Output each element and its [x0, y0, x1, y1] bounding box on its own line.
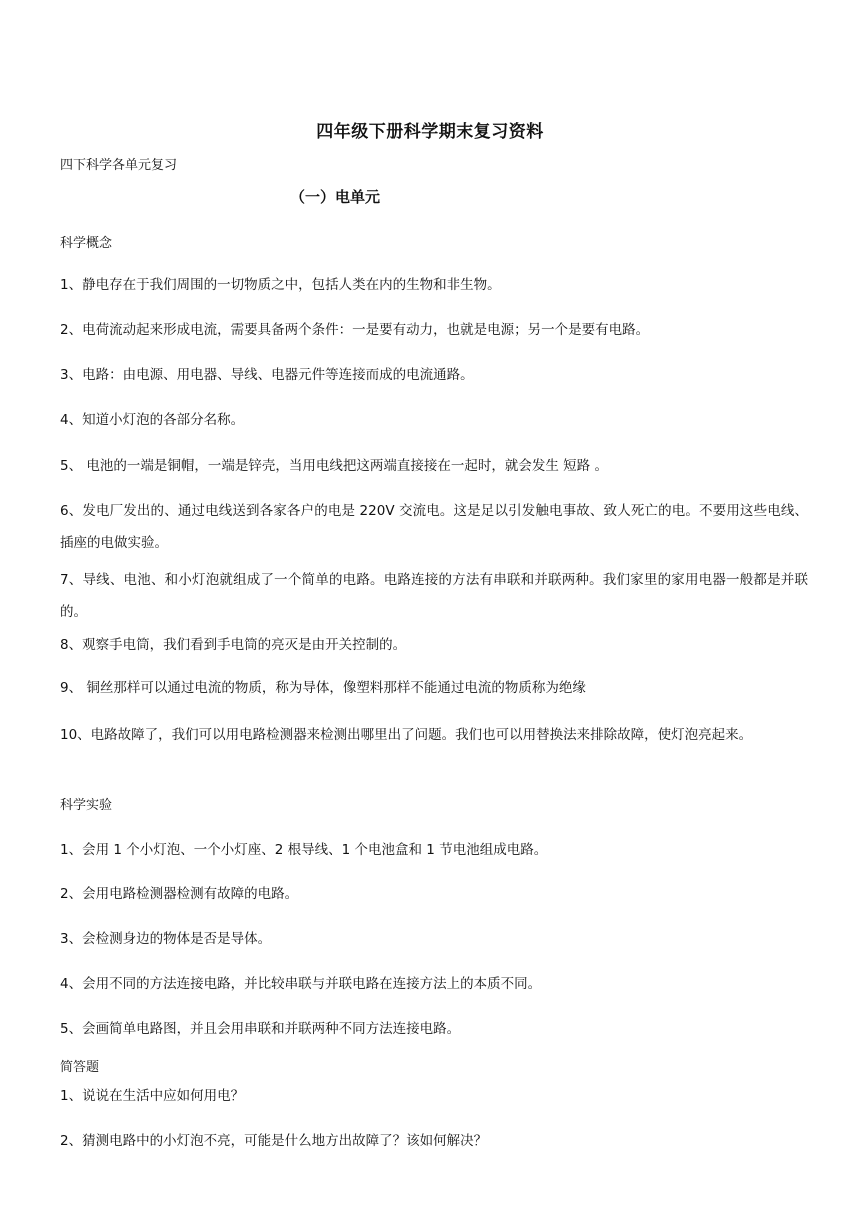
qa-item: 1、说说在生活中应如何用电？: [60, 1088, 245, 1104]
experiment-item: 5、会画简单电路图，并且会用串联和并联两种不同方法连接电路。: [60, 1021, 461, 1037]
experiments-heading: 科学实验: [60, 798, 113, 813]
concept-item: 6、发电厂发出的、通过电线送到各家各户的电是 220V 交流电。这是足以引发触电事故、致人死亡的电。不要用这些电线、插座的电做实验。: [60, 503, 808, 551]
concept-item: 1、静电存在于我们周围的一切物质之中，包括人类在内的生物和非生物。: [60, 277, 501, 293]
concept-item: 2、电荷流动起来形成电流，需要具备两个条件：一是要有动力，也就是电源；另一个是要有电路。: [60, 322, 650, 338]
unit-title: （一）电单元: [290, 188, 381, 206]
concepts-heading: 科学概念: [60, 236, 113, 251]
experiment-item: 3、会检测身边的物体是否是导体。: [60, 931, 272, 947]
experiment-item: 2、会用电路检测器检测有故障的电路。: [60, 886, 299, 902]
document-subtitle: 四下科学各单元复习: [60, 158, 178, 173]
concept-item: 3、电路：由电源、用电器、导线、电器元件等连接而成的电流通路。: [60, 367, 474, 383]
concept-item: 9、 铜丝那样可以通过电流的物质，称为导体，像塑料那样不能通过电流的物质称为绝缘: [60, 680, 586, 696]
document-title: 四年级下册科学期末复习资料: [316, 122, 544, 142]
concept-item: 4、知道小灯泡的各部分名称。: [60, 412, 245, 428]
concept-item: 8、观察手电筒，我们看到手电筒的亮灭是由开关控制的。: [60, 637, 407, 653]
experiment-item: 1、会用 1 个小灯泡、一个小灯座、2 根导线、1 个电池盒和 1 节电池组成电路。: [60, 842, 548, 858]
qa-heading: 简答题: [60, 1060, 100, 1075]
concept-item: 7、导线、电池、和小灯泡就组成了一个简单的电路。电路连接的方法有串联和并联两种。我们家里的家用电器一般都是并联的。: [60, 572, 808, 620]
concept-item: 5、 电池的一端是铜帽，一端是锌壳，当用电线把这两端直接接在一起时，就会发生 短路 。: [60, 458, 608, 474]
experiment-item: 4、会用不同的方法连接电路，并比较串联与并联电路在连接方法上的本质不同。: [60, 976, 542, 992]
concept-item: 10、电路故障了，我们可以用电路检测器来检测出哪里出了问题。我们也可以用替换法来排除故障，使灯泡亮起来。: [60, 727, 753, 743]
qa-item: 2、猜测电路中的小灯泡不亮，可能是什么地方出故障了？该如何解决？: [60, 1133, 488, 1149]
